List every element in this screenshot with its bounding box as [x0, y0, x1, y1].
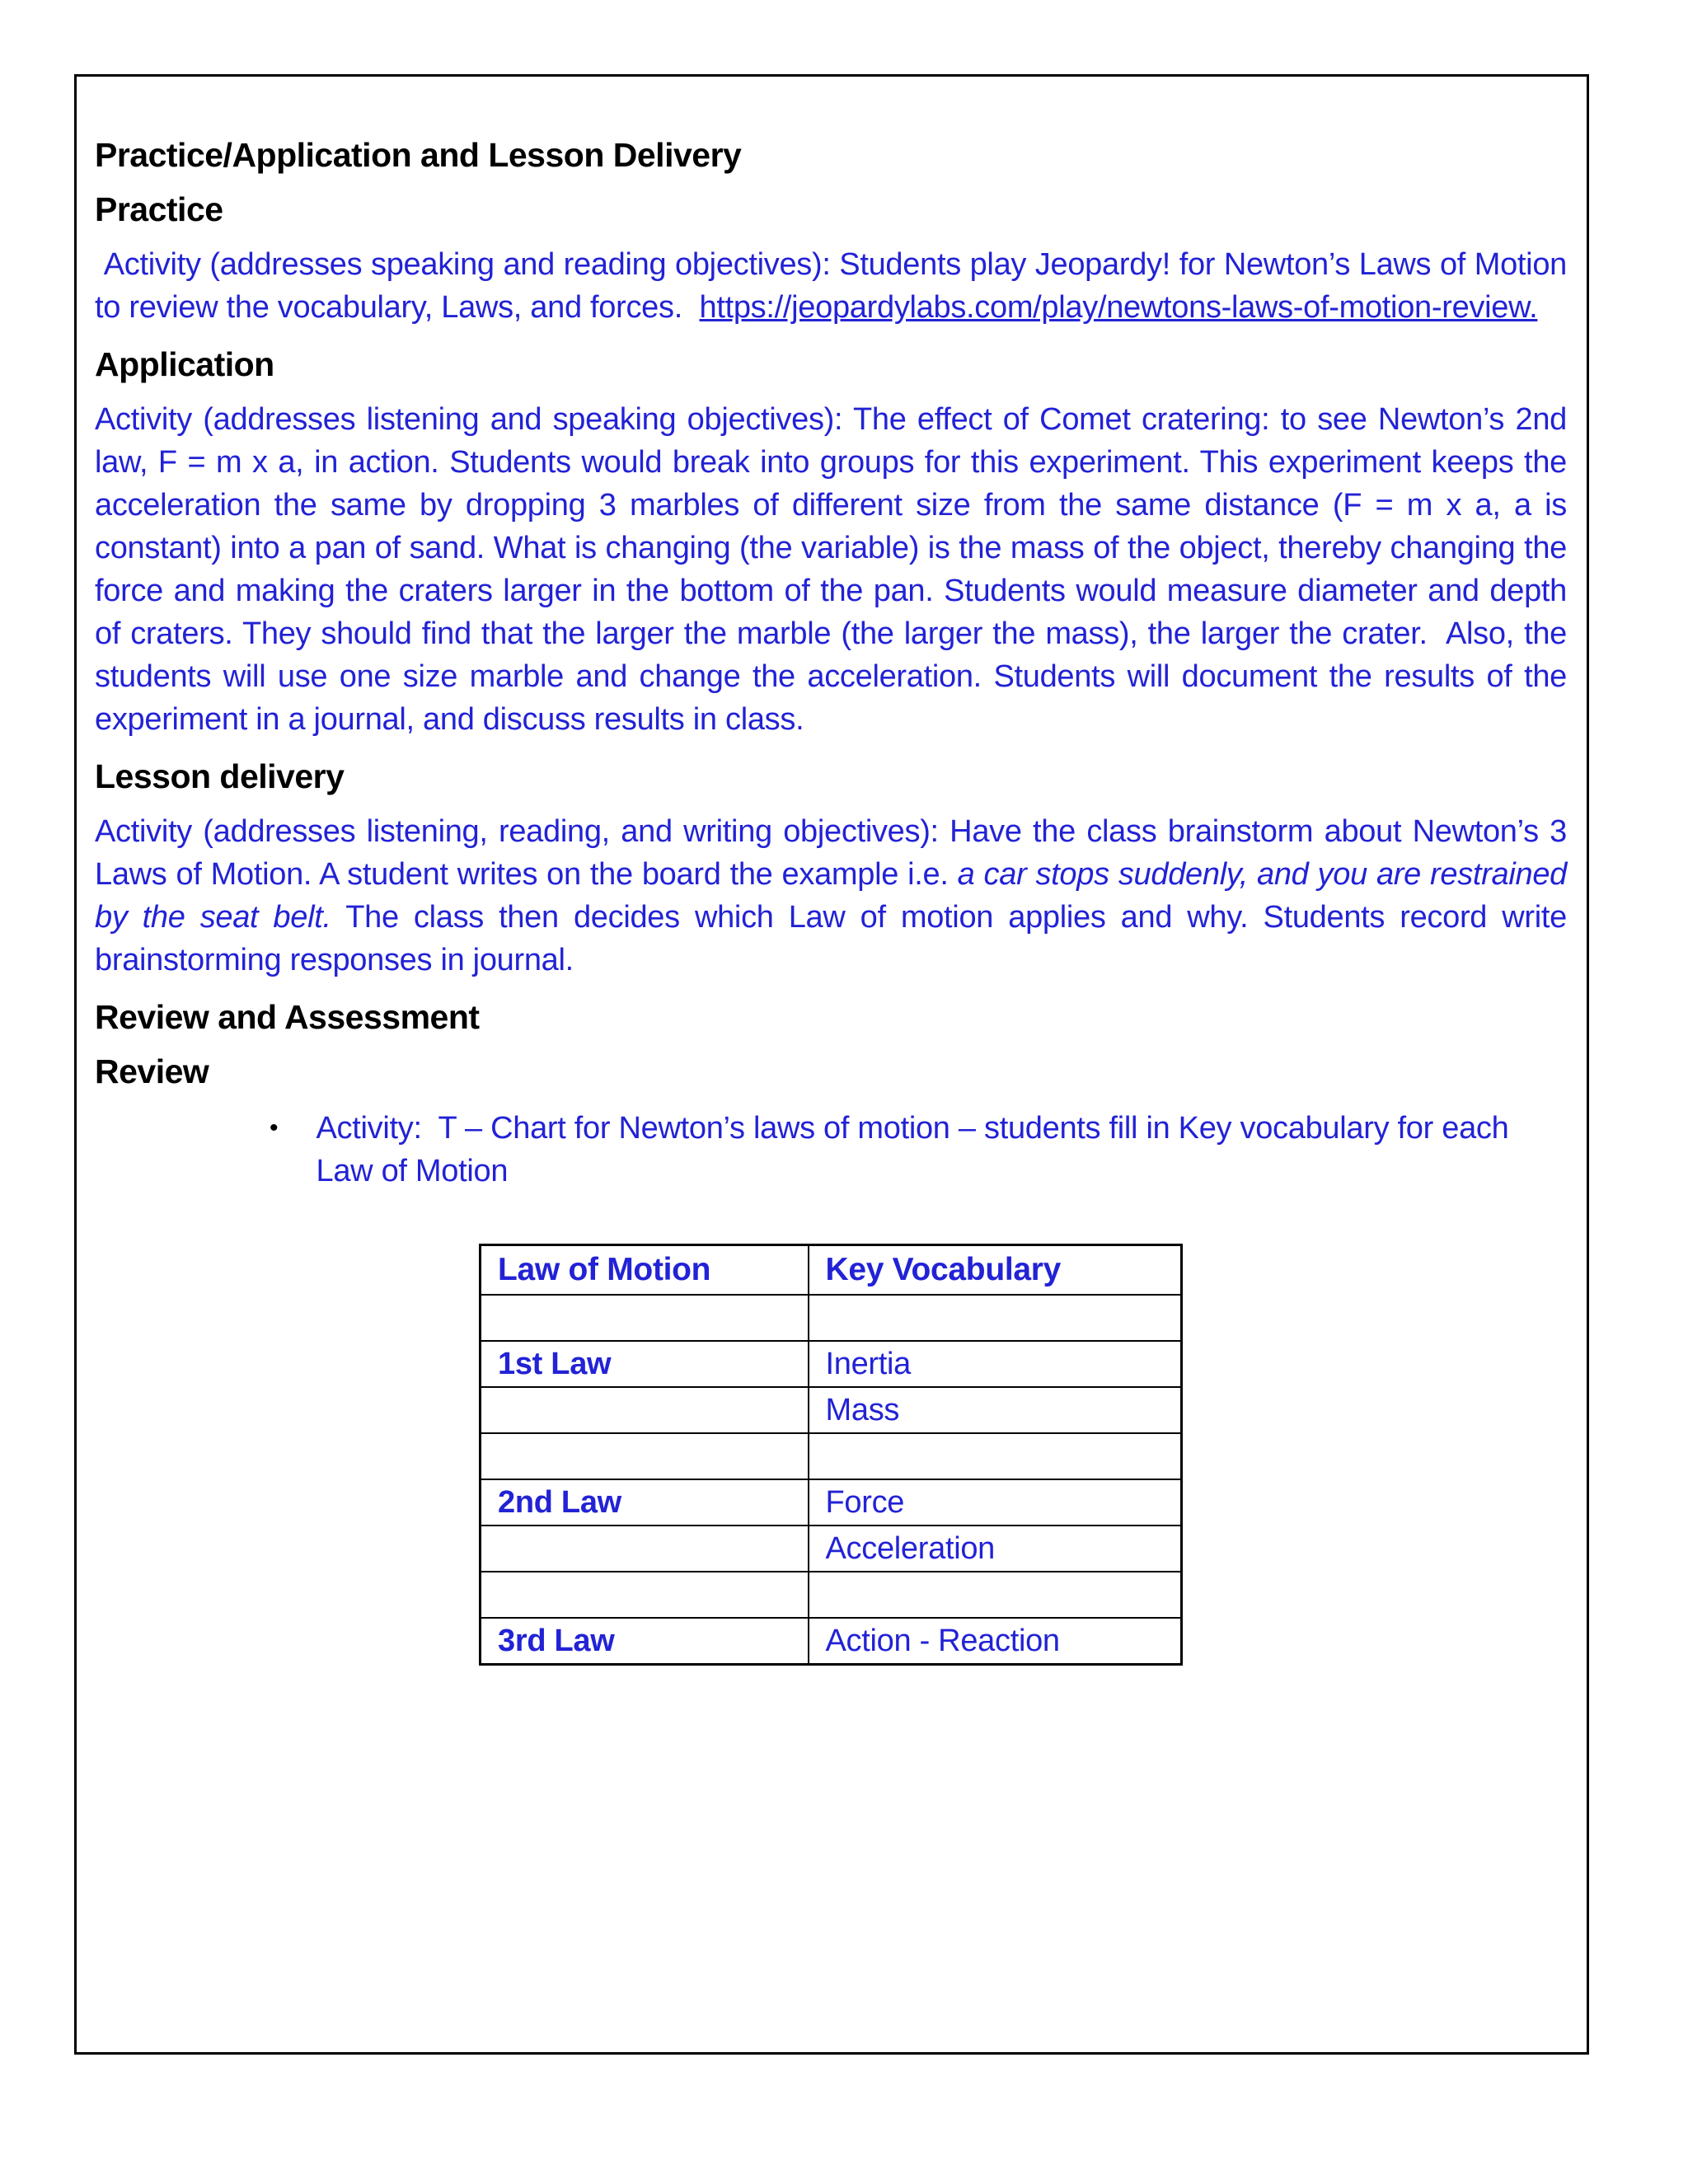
- heading-application: Application: [95, 345, 274, 383]
- table-cell-vocab: Acceleration: [809, 1526, 1182, 1572]
- table-row: [481, 1387, 1182, 1433]
- table-row: [481, 1295, 1182, 1341]
- table-cell-law-2nd: 2nd Law: [481, 1479, 809, 1526]
- application-activity-paragraph: Activity (addresses listening and speaking objectives): The effect of Comet cratering: to see Newton’s 2nd law, F = m x a, in action. Students would break into groups for this experiment. This experiment keeps the acceleration the same by dropping 3 marbles of different size from the same distance (F = m x a, a is constant) into a pan of sand. What is changing (the variable) is the mass of the object, thereby changing the force and making the craters larger in the bottom of the pan. Students would measure diameter and depth of craters. They should find that the larger the marble (the larger the mass), the larger the crater. Also, the students will use one size marble and change the acceleration. Students will document the results of the experiment in a journal, and discuss results in class.: [95, 402, 1576, 737]
- table-cell-vocab: [809, 1572, 1182, 1618]
- table-cell-law-1st: 1st Law: [481, 1341, 809, 1387]
- table-cell-law: [481, 1526, 809, 1572]
- table-cell-law-3rd: 3rd Law: [481, 1618, 809, 1665]
- table-cell-vocab: Inertia: [809, 1341, 1182, 1387]
- table-cell-vocab: [809, 1295, 1182, 1341]
- table-row: [481, 1341, 1182, 1387]
- heading-lesson-delivery: Lesson delivery: [95, 757, 345, 795]
- table-cell-vocab: Action - Reaction: [809, 1618, 1182, 1665]
- bullet-icon: •: [270, 1114, 279, 1141]
- table-cell-vocab: Mass: [809, 1387, 1182, 1433]
- t-chart-table: [479, 1244, 1183, 1666]
- heading-review-and-assessment: Review and Assessment: [95, 998, 480, 1036]
- table-row: [481, 1433, 1182, 1479]
- practice-activity-paragraph: [95, 243, 1576, 329]
- heading-review: Review: [95, 1052, 209, 1090]
- table-cell-vocab: [809, 1433, 1182, 1479]
- column-header-key-vocabulary: Key Vocabulary: [809, 1245, 1182, 1296]
- table-cell-law: [481, 1295, 809, 1341]
- table-row: [481, 1526, 1182, 1572]
- review-bullet-text: Activity: T – Chart for Newton’s laws of motion – students fill in Key vocabulary for each Law of Motion: [316, 1111, 1517, 1188]
- jeopardylabs-link[interactable]: https://jeopardylabs.com/play/newtons-laws-of-motion-review.: [699, 290, 1538, 325]
- lesson-delivery-activity-paragraph: [95, 810, 1576, 982]
- table-header-row: [481, 1245, 1182, 1296]
- table-row: [481, 1479, 1182, 1526]
- lesson-delivery-text-end: The class then decides which Law of motion applies and why. Students record write brainstorming responses in journal.: [95, 900, 1576, 977]
- table-cell-law: [481, 1433, 809, 1479]
- document-page-frame: [74, 74, 1589, 2055]
- table-cell-law: [481, 1572, 809, 1618]
- column-header-law-of-motion: Law of Motion: [481, 1245, 809, 1296]
- lesson-delivery-italic-example: a car stops suddenly, and you are restrained by the seat belt.: [95, 857, 1576, 935]
- section-heading-practice-application-lesson-delivery: Practice/Application and Lesson Delivery: [95, 136, 742, 174]
- practice-activity-text: Activity (addresses speaking and reading objectives): Students play Jeopardy! for Newton’s Laws of Motion to review the vocabulary, Laws, and forces.: [95, 247, 1576, 325]
- review-bullet-item: [270, 1107, 1567, 1193]
- table-row: [481, 1618, 1182, 1665]
- heading-practice: Practice: [95, 190, 223, 228]
- table-row: [481, 1572, 1182, 1618]
- table-cell-law: [481, 1387, 809, 1433]
- lesson-delivery-text-start: Activity (addresses listening, reading, and writing objectives): Have the class brainstorm about Newton’s 3 Laws of Motion. A student writes on the board the example i.e.: [95, 814, 1576, 892]
- table-cell-vocab: Force: [809, 1479, 1182, 1526]
